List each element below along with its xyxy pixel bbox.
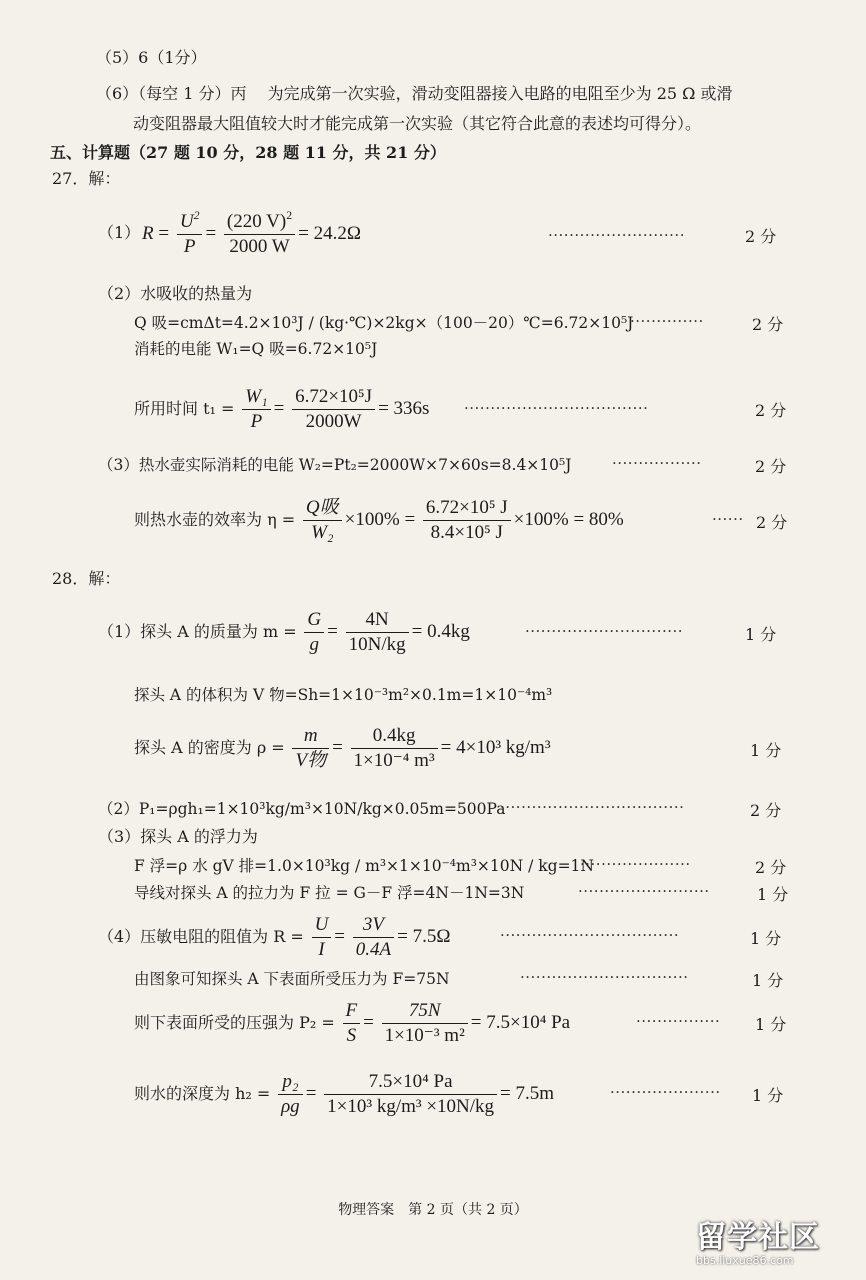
q27-p2-heat: Q 吸=cmΔt=4.2×10³J / (kg·℃)×2kg×（100－20）℃=6.72×10⁵J — [134, 314, 634, 332]
fraction: $\frac{75N}{\text{1×10⁻³ m²}}$ — [382, 999, 468, 1048]
fraction: $\frac{\text{Q吸}}{\text{W₂}}$ — [303, 496, 342, 545]
q27-p1-formula: R = $\frac{U^2}{P}$ = $\frac{(220 V)^2}{2000 W}$ = 24.2Ω — [142, 208, 361, 258]
score: 1 分 — [752, 971, 784, 990]
leader-dots: ····················· — [610, 1083, 721, 1101]
fraction: $\frac{\text{6.72×10⁵ J}}{\text{8.4×10⁵ J}}$ — [423, 496, 511, 545]
q28-p1-mass: （1）探头 A 的质量为 m = $\frac{G}{g}$ = $\frac{4N}{10N/kg}$ = 0.4kg — [98, 609, 470, 656]
fraction: $\frac{G}{g}$ — [304, 608, 324, 657]
fraction: $\frac{U^2}{P}$ — [177, 210, 203, 259]
exponent: 2 — [193, 208, 200, 222]
score: 1 分 — [750, 741, 782, 760]
leader-dots: ··································· — [500, 798, 685, 816]
leader-dots: ························· — [578, 882, 710, 900]
fraction: $\frac{m}{\text{V物}}$ — [292, 724, 329, 773]
fraction: $\frac{4N}{10N/kg}$ — [346, 608, 409, 657]
exponent: 2 — [286, 208, 293, 222]
page-footer: 物理答案 第 2 页（共 2 页） — [338, 1202, 528, 1218]
leader-dots: ·································· — [500, 926, 680, 944]
q28-p3-buoyancy: F 浮=ρ 水 gV 排=1.0×10³kg / m³×1×10⁻⁴m³×10N / kg=1N — [134, 857, 594, 875]
leader-dots: ················ — [636, 1012, 721, 1030]
q27-p1-label: （1） — [98, 223, 141, 242]
q28-p4-resistance: （4）压敏电阻的阻值为 R = $\frac{U}{I}$ = $\frac{3V}{0.4A}$ = 7.5Ω — [98, 914, 451, 961]
fraction: $\frac{0.4kg}{\text{1×10⁻⁴ m³}}$ — [351, 724, 438, 773]
leader-dots: ··································· — [464, 399, 649, 417]
score: 2 分 — [745, 227, 777, 246]
leader-dots: ·························· — [548, 226, 685, 244]
score: 2 分 — [752, 315, 784, 334]
item-6-line1: （6）（每空 1 分）丙 为完成第一次实验，滑动变阻器接入电路的电阻至少为 25 Ω 或滑 — [96, 84, 733, 103]
q28-p3-label: （3）探头 A 的浮力为 — [98, 827, 258, 846]
q28-p4-pressure: 则下表面所受的压强为 P₂ = $\frac{F}{S}$ = $\frac{75N}{\text{1×10⁻³ m²}}$ = 7.5×10⁴ Pa — [134, 1000, 571, 1047]
watermark-logo: 留学社区 bbs.liuxue86.com — [696, 1220, 820, 1267]
score: 1 分 — [755, 1015, 787, 1034]
score: 1 分 — [745, 625, 777, 644]
q28-p4-depth: 则水的深度为 h₂ = $\frac{\text{p₂}}{\rho g}$ = $\frac{\text{7.5×10⁴ Pa}}{\text{1×10³ kg/m³ ×10N/kg}}$ = 7.5m — [134, 1071, 555, 1118]
fraction: $\frac{U}{I}$ — [312, 913, 332, 962]
score: 2 分 — [756, 513, 788, 532]
score: 1 分 — [757, 885, 789, 904]
fraction: $\frac{\text{7.5×10⁴ Pa}}{\text{1×10³ kg/m³ ×10N/kg}}$ — [324, 1070, 497, 1119]
q28-p4-force: 由图象可知探头 A 下表面所受压力为 F=75N — [134, 970, 450, 988]
q27-label: 27．解： — [52, 169, 121, 188]
q28-p1-density: 探头 A 的密度为 ρ = $\frac{m}{\text{V物}}$ = $\frac{0.4kg}{\text{1×10⁻⁴ m³}}$ = 4×10³ kg/m³ — [134, 725, 551, 772]
leader-dots: ······ — [712, 510, 744, 528]
fraction: $\frac{\text{6.72×10⁵J}}{2000W}$ — [292, 385, 375, 434]
item-5: （5）6（1分） — [96, 48, 207, 67]
leader-dots: ································ — [520, 968, 689, 986]
score: 1 分 — [752, 1086, 784, 1105]
fraction: $\frac{\text{W₁}}{P}$ — [242, 385, 270, 434]
q27-p3-energy: （3）热水壶实际消耗的电能 W₂=Pt₂=2000W×7×60s=8.4×10⁵J — [98, 456, 572, 474]
q28-label: 28．解： — [52, 569, 121, 588]
fraction: $\frac{\text{p₂}}{\rho g}$ — [278, 1070, 303, 1119]
fraction: $\frac{(220 V)^2}{2000 W}$ — [224, 210, 295, 259]
score: 2 分 — [755, 858, 787, 877]
fraction: $\frac{F}{S}$ — [343, 999, 361, 1048]
score: 2 分 — [755, 457, 787, 476]
fraction: $\frac{3V}{0.4A}$ — [353, 913, 394, 962]
leader-dots: ·············· — [630, 312, 704, 330]
item-6-line2: 动变阻器最大阻值较大时才能完成第一次实验（其它符合此意的表述均可得分）。 — [133, 114, 702, 133]
q27-p2-time: 所用时间 t₁ = $\frac{\text{W₁}}{P}$ = $\frac{\text{6.72×10⁵J}}{2000W}$ = 336s — [134, 386, 430, 433]
score: 2 分 — [755, 401, 787, 420]
q28-p3-tension: 导线对探头 A 的拉力为 F 拉 = G－F 浮=4N－1N=3N — [134, 884, 525, 902]
q27-p2-energy: 消耗的电能 W₁=Q 吸=6.72×10⁵J — [134, 340, 378, 358]
q28-p1-volume: 探头 A 的体积为 V 物=Sh=1×10⁻³m²×0.1m=1×10⁻⁴m³ — [134, 686, 553, 704]
q27-p2-label: （2）水吸收的热量为 — [98, 284, 253, 303]
leader-dots: ····················· — [580, 855, 691, 873]
leader-dots: ················· — [612, 454, 702, 472]
score: 1 分 — [750, 929, 782, 948]
leader-dots: ······························ — [525, 622, 684, 640]
q28-p2: （2）P₁=ρgh₁=1×10³kg/m³×10N/kg×0.05m=500Pa — [98, 800, 506, 818]
q27-p3-efficiency: 则热水壶的效率为 η = $\frac{\text{Q吸}}{\text{W₂}}$ ×100% = $\frac{\text{6.72×10⁵ J}}{\text{8.4×10⁵ J}}$ ×100% = 80% — [134, 497, 624, 544]
score: 2 分 — [750, 801, 782, 820]
section-5-title: 五、计算题（27 题 10 分，28 题 11 分，共 21 分） — [50, 143, 446, 162]
